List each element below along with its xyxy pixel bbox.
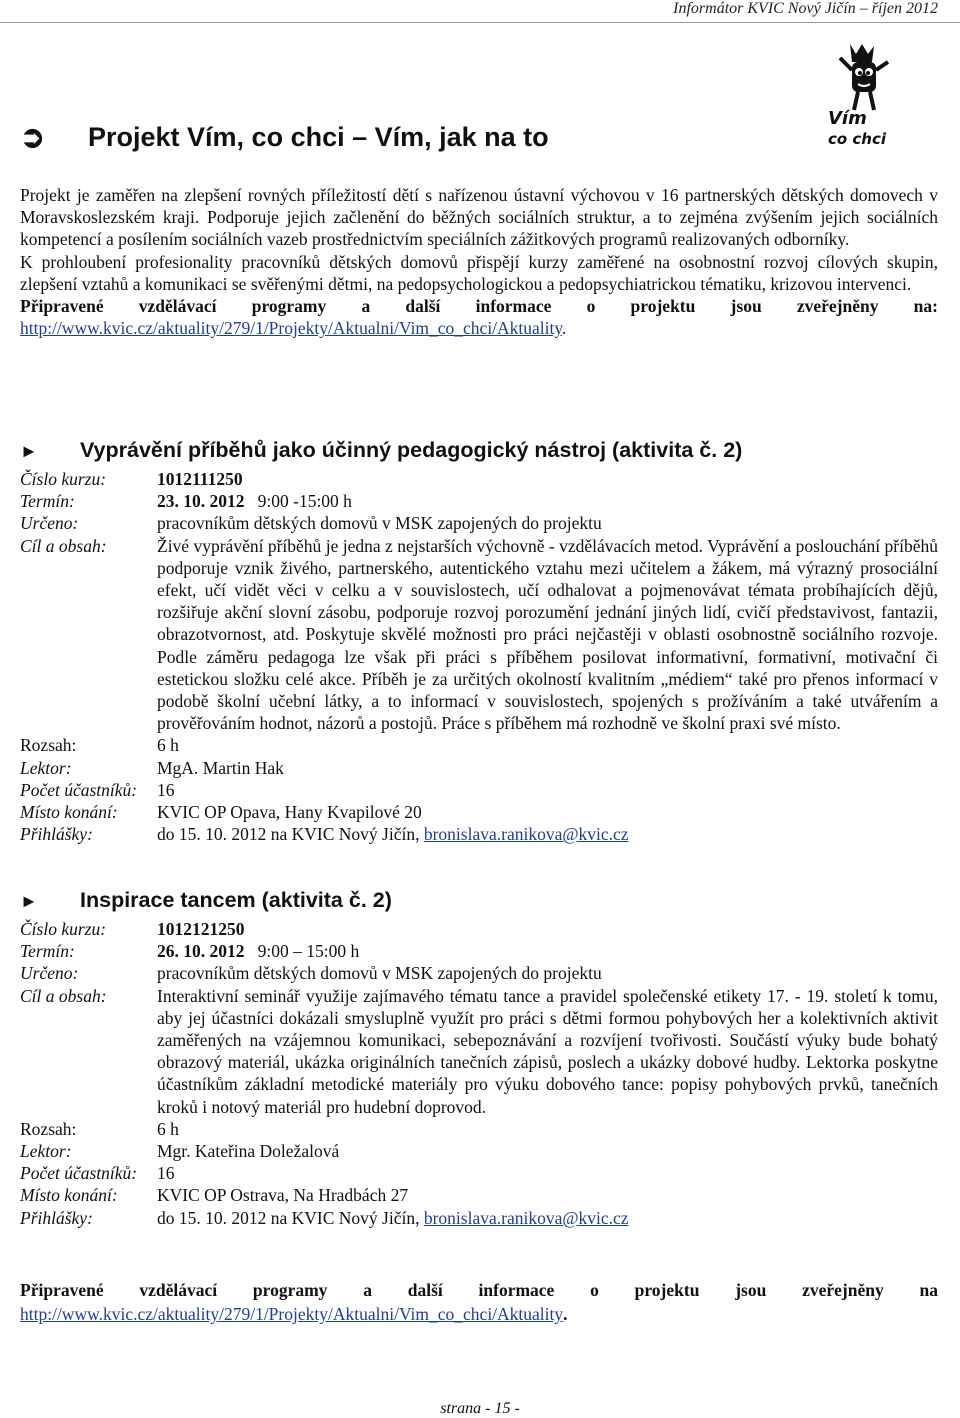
footer-note-text: Připravené vzdělávací programy a další informace o projektu jsou zveřejněny na	[20, 1280, 938, 1300]
logo-line-1: Vím	[828, 108, 867, 129]
course-1-title-text: Vyprávění příběhů jako účinný pedagogický nástroj (aktivita č. 2)	[80, 438, 743, 462]
course-number-value: 1012111250	[157, 469, 243, 489]
for-value: pracovníkům dětských domovů v MSK zapojených do projektu	[157, 963, 602, 984]
goal-row	[20, 985, 938, 1118]
footer-project-link[interactable]: http://www.kvic.cz/aktuality/279/1/Projekty/Aktualni/Vim_co_chci/Aktuality	[20, 1304, 564, 1324]
course-2-title-text: Inspirace tancem (aktivita č. 2)	[80, 888, 392, 912]
header-divider	[0, 22, 960, 23]
triangle-right-icon: ►	[20, 891, 38, 911]
date-bold: 23. 10. 2012	[157, 491, 245, 512]
course-2-title	[20, 888, 392, 913]
page-header: Informátor KVIC Nový Jičín – říjen 2012	[673, 0, 938, 17]
applications-label: Přihlášky:	[20, 1207, 93, 1228]
section-title	[20, 120, 549, 155]
date-bold: 26. 10. 2012	[157, 941, 245, 962]
date-value	[157, 490, 938, 512]
intro-paragraph-2: K prohloubení profesionality pracovníků dětských domovů přispějí kurzy zaměřené na osobnostní rozvoj cílových skupin, zlepšení vztahů a komunikaci se svěřenými dětmi, na pedopsychologickou a pedopsychiatrickou tématiku, krizovou intervenci.	[20, 251, 938, 294]
applications-value	[157, 1207, 938, 1229]
applications-text: do 15. 10. 2012 na KVIC Nový Jičín,	[157, 824, 420, 845]
time-value: 9:00 – 15:00 h	[257, 941, 360, 962]
lecturer-row	[20, 1140, 938, 1162]
logo-line-2: co chci	[828, 130, 887, 148]
page-number: strana - 15 -	[440, 1400, 520, 1417]
participants-row	[20, 779, 938, 801]
date-label: Termín:	[20, 941, 75, 962]
date-label: Termín:	[20, 491, 75, 512]
goal-value: Živé vyprávění příběhů je jedna z nejstarších výchovně - vzdělávacích metod. Vyprávění a poslouchání příběhů podporuje vznik živého, partnerského, autentického vztahu mezi učitelem a žákem, má výrazný prosociální efekt, učí vidět věci v celku a v souvislostech, učí odhalovat a pojmenovávat témata probíhajících dějů, rozšiřuje akční slovní zásobu, podporuje rozvoj porozumění jednání jiných lidí, cvičí představivost, fantazii, obrazotvornost, atd. Poskytuje skvělé možnosti pro práci nejčastěji v oblasti osobnostně sociálního rozvoje. Podle záměru pedagoga lze však při práci s příběhem posilovat informativní, formativní, motivační či estetickou složku celé akce. Příběh je za určitých okolností kvalitním „médiem“ také pro přenos informací v podobě školní učební látky, a to informací v souvislostech, spojených s prožíváním a také utvářením a prověřováním hodnot, názorů a postojů. Práce s příběhem má rozhodně ve školní praxi své místo.	[157, 535, 938, 734]
venue-label: Místo konání:	[20, 802, 118, 823]
applications-email-link[interactable]: bronislava.ranikova@kvic.cz	[423, 1207, 629, 1228]
intro-paragraph-3: Připravené vzdělávací programy a další informace o projektu jsou zveřejněny na:	[20, 296, 938, 317]
scope-label: Rozsah:	[20, 735, 77, 756]
goal-label: Cíl a obsah:	[20, 985, 107, 1006]
vim-co-chci-logo	[822, 40, 894, 155]
for-value: pracovníkům dětských domovů v MSK zapojených do projektu	[157, 513, 602, 534]
venue-label: Místo konání:	[20, 1185, 118, 1206]
course-number-label: Číslo kurzu:	[20, 469, 107, 489]
course-number-row	[20, 918, 938, 940]
venue-row	[20, 1184, 938, 1206]
date-row	[20, 490, 938, 512]
course-1-details	[20, 468, 938, 845]
applications-text: do 15. 10. 2012 na KVIC Nový Jičín,	[157, 1207, 420, 1228]
course-number-row	[20, 468, 938, 490]
footer-link-line: http://www.kvic.cz/aktuality/279/1/Projekty/Aktualni/Vim_co_chci/Aktuality.	[20, 1304, 568, 1324]
applications-value	[157, 823, 938, 845]
goal-value: Interaktivní seminář využije zajímavého tématu tance a pravidel společenské etikety 17. - 19. století k tomu, aby jej účastníci dokázali smysluplně využít pro práci s dětmi formou pohybových her a kolektivních aktivit zaměřených na vzájemnou komunikaci, sebepoznávání a rozvíjení tvořivosti. Součástí výuky bude bohatý obrazový materiál, ukázka originálních tanečních zápisů, poslech a ukázky dobové hudby. Lektorka poskytne účastníkům základní metodické materiály pro výuku dobového tance: popisy pohybových prvků, tanečních kroků i notový materiál pro hudební doprovod.	[157, 985, 938, 1117]
intro-paragraph-1: Projekt je zaměřen na zlepšení rovných příležitostí dětí s nařízenou ústavní výchovou v 16 partnerských dětských domovech v Moravskoslezském kraji. Podporuje jejich začlenění do běžných sociálních struktur, a to zejména zvýšením jejich sociálních kompetencí a posílením sociálních vazeb prostřednictvím speciálních zážitkových programů realizovaných odborníky.	[20, 185, 938, 250]
lecturer-value: MgA. Martin Hak	[157, 757, 284, 778]
applications-row	[20, 823, 938, 845]
section-title-text: Projekt Vím, co chci – Vím, jak na to	[88, 122, 549, 152]
for-row	[20, 962, 938, 984]
participants-value: 16	[157, 779, 175, 800]
applications-row	[20, 1207, 938, 1229]
lecturer-label: Lektor:	[20, 1141, 72, 1162]
applications-label: Přihlášky:	[20, 824, 93, 845]
arrow-right-icon: ➲	[20, 121, 46, 154]
lecturer-label: Lektor:	[20, 757, 72, 778]
participants-row	[20, 1162, 938, 1184]
goal-label: Cíl a obsah:	[20, 535, 107, 556]
venue-value: KVIC OP Opava, Hany Kvapilové 20	[157, 802, 422, 823]
scope-row	[20, 734, 938, 756]
project-link[interactable]: http://www.kvic.cz/aktuality/279/1/Projekty/Aktualni/Vim_co_chci/Aktuality	[20, 318, 563, 339]
course-2-details	[20, 918, 938, 1229]
intro-link-line: http://www.kvic.cz/aktuality/279/1/Projekty/Aktualni/Vim_co_chci/Aktuality.	[20, 318, 567, 339]
scope-row	[20, 1118, 938, 1140]
lecturer-row	[20, 757, 938, 779]
scope-value: 6 h	[157, 1118, 179, 1139]
triangle-right-icon: ►	[20, 441, 38, 461]
course-number-label: Číslo kurzu:	[20, 919, 107, 939]
lecturer-value: Mgr. Kateřina Doležalová	[157, 1141, 340, 1162]
course-1-title	[20, 438, 742, 463]
course-number-value: 1012121250	[157, 919, 245, 939]
for-label: Určeno:	[20, 963, 79, 984]
goal-row	[20, 535, 938, 735]
applications-email-link[interactable]: bronislava.ranikova@kvic.cz	[423, 824, 629, 845]
participants-label: Počet účastníků:	[20, 779, 138, 800]
for-label: Určeno:	[20, 513, 79, 534]
project-intro	[20, 184, 938, 339]
venue-value: KVIC OP Ostrava, Na Hradbách 27	[157, 1185, 409, 1206]
date-row	[20, 940, 938, 962]
date-value	[157, 940, 938, 962]
participants-label: Počet účastníků:	[20, 1163, 138, 1184]
participants-value: 16	[157, 1163, 175, 1184]
venue-row	[20, 801, 938, 823]
for-row	[20, 512, 938, 534]
scope-label: Rozsah:	[20, 1118, 77, 1139]
scope-value: 6 h	[157, 735, 179, 756]
footer-note	[20, 1278, 938, 1326]
time-value: 9:00 -15:00 h	[257, 491, 352, 512]
